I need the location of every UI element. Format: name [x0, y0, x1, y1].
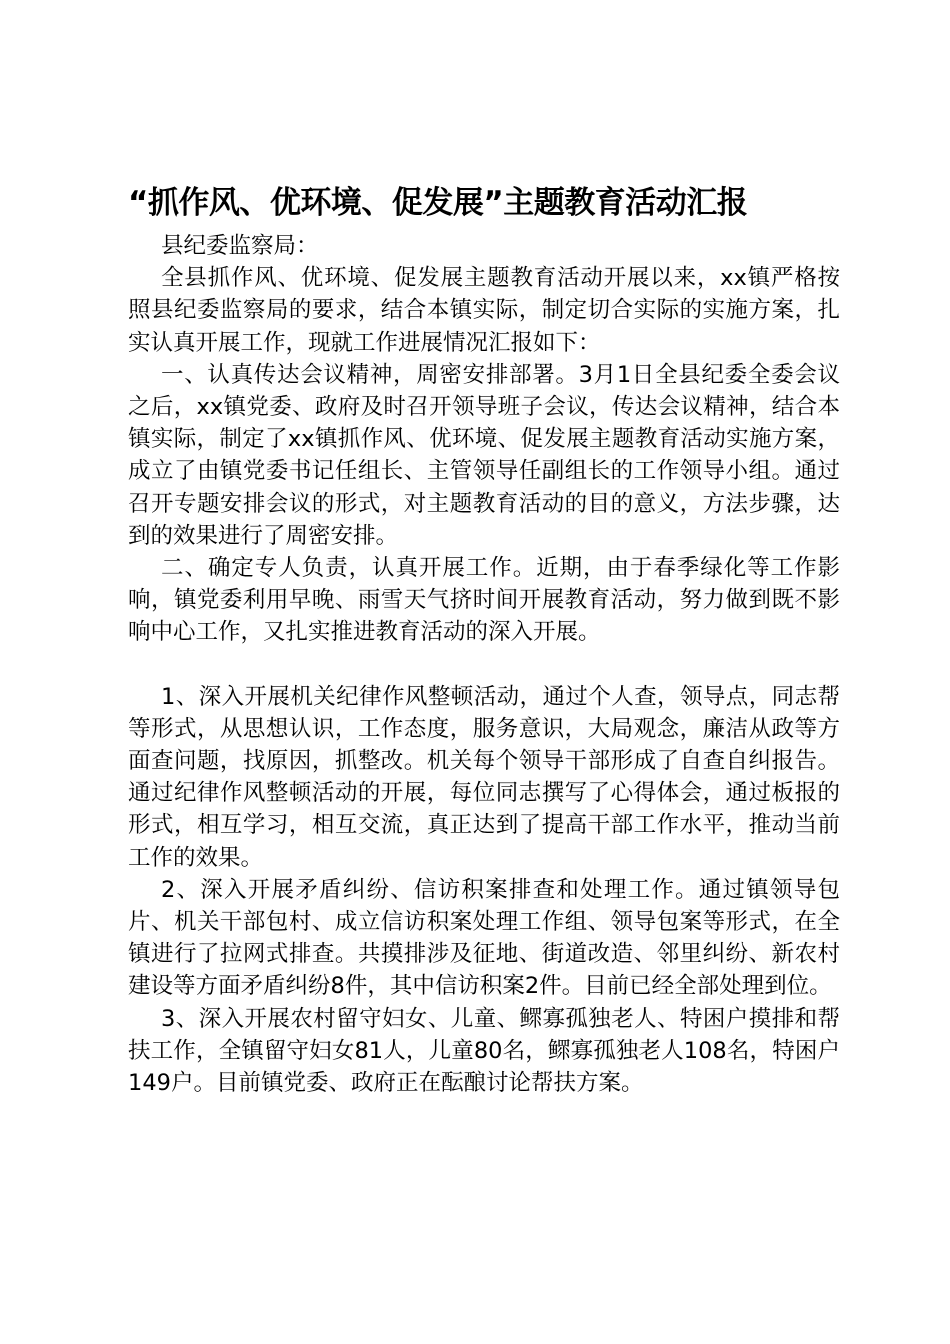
salutation: 县纪委监察局： — [161, 233, 319, 259]
paragraph-item-3: 3、深入开展农村留守妇女、儿童、鳏寡孤独老人、特困户摸排和帮扶工作，全镇留守妇女81人，儿童80名，鳏寡孤独老人108名，特困户149户。目前镇党委、政府正在酝酿讨论帮扶方案。 — [128, 1005, 840, 1097]
paragraph-item-1: 1、深入开展机关纪律作风整顿活动，通过个人查，领导点，同志帮等形式，从思想认识，工作态度，服务意识，大局观念，廉洁从政等方面查问题，找原因，抓整改。机关每个领导干部形成了自查自纠报告。通过纪律作风整顿活动的开展，每位同志撰写了心得体会，通过板报的形式，相互学习，相互交流，真正达到了提高干部工作水平，推动当前工作的效果。 — [128, 683, 840, 871]
document-title: “抓作风、优环境、促发展”主题教育活动汇报 — [128, 185, 748, 221]
paragraph-section-2: 二、确定专人负责，认真开展工作。近期，由于春季绿化等工作影响，镇党委利用早晚、雨雪天气挤时间开展教育活动，努力做到既不影响中心工作，又扎实推进教育活动的深入开展。 — [128, 555, 840, 646]
paragraph-section-1: 一、认真传达会议精神，周密安排部署。3月1日全县纪委全委会议之后，xx镇党委、政府及时召开领导班子会议，传达会议精神，结合本镇实际，制定了xx镇抓作风、优环境、促发展主题教育活动实施方案，成立了由镇党委书记任组长、主管领导任副组长的工作领导小组。通过召开专题安排会议的形式，对主题教育活动的目的意义，方法步骤，达到的效果进行了周密安排。 — [128, 361, 840, 549]
document-body — [128, 230, 840, 1099]
paragraph-item-2: 2、深入开展矛盾纠纷、信访积案排查和处理工作。通过镇领导包片、机关干部包村、成立信访积案处理工作组、领导包案等形式，在全镇进行了拉网式排查。共摸排涉及征地、街道改造、邻里纠纷、新农村建设等方面矛盾纠纷8件，其中信访积案2件。目前已经全部处理到位。 — [128, 876, 840, 1000]
paragraph-spacer — [128, 649, 840, 681]
paragraph-intro: 全县抓作风、优环境、促发展主题教育活动开展以来，xx镇严格按照县纪委监察局的要求，结合本镇实际，制定切合实际的实施方案，扎实认真开展工作，现就工作进展情况汇报如下： — [128, 265, 840, 356]
